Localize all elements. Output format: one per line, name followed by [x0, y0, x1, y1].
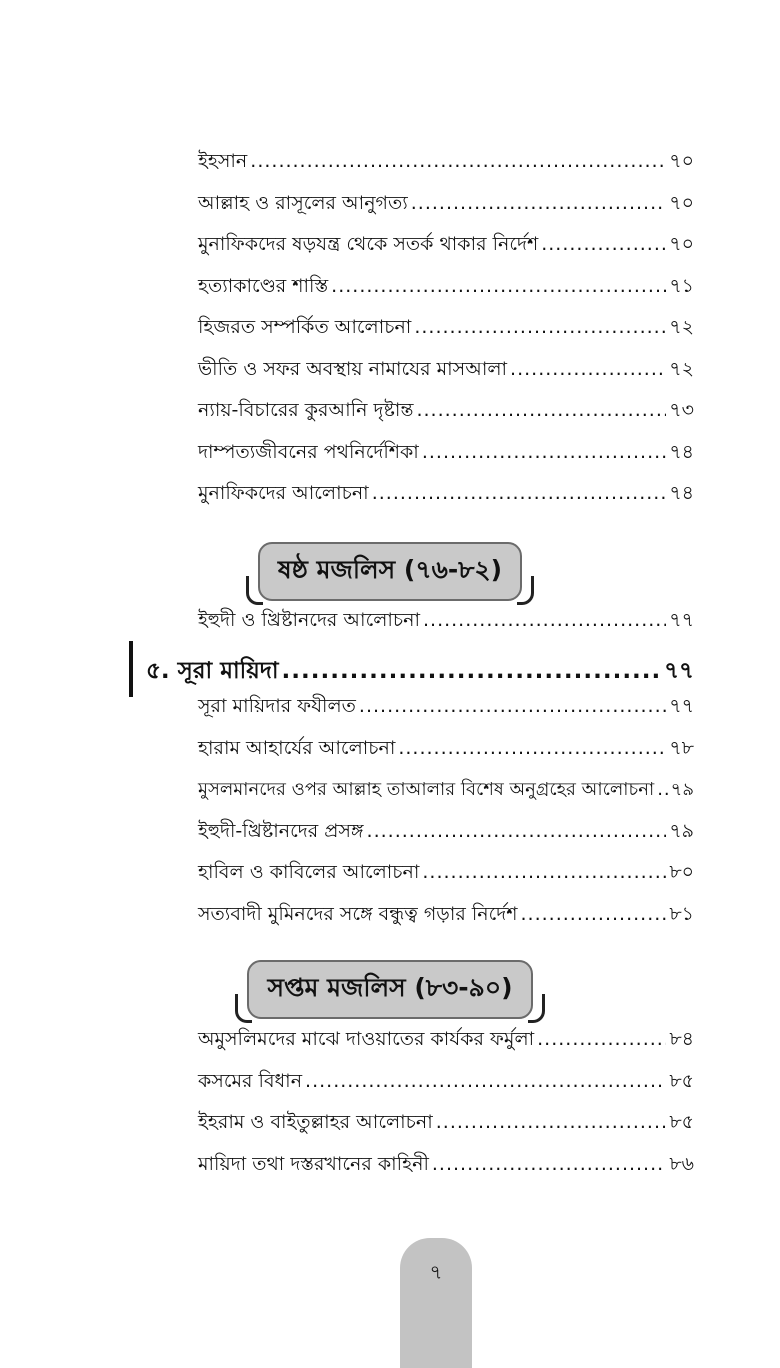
- toc-entry: [198, 1108, 694, 1150]
- entry-title: সূরা মায়িদার ফযীলত: [198, 695, 356, 717]
- entry-title: ইহরাম ও বাইতুল্লাহর আলোচনা: [198, 1111, 433, 1133]
- surah-page: ৭৭: [664, 658, 694, 684]
- surah-entry: [146, 652, 694, 692]
- entry-title: হত্যাকাণ্ডের শাস্তি: [198, 274, 329, 297]
- leader-dots: [422, 861, 666, 883]
- bracket-left: [235, 994, 252, 1023]
- majlis-heading-6: [0, 542, 780, 601]
- leader-dots: [367, 820, 667, 842]
- leader-dots: [416, 399, 666, 421]
- entry-title: কসমের বিধান: [198, 1069, 303, 1092]
- entry-title: মুসলমানদের ওপর আল্লাহ তাআলার বিশেষ অনুগ্রহের আলোচনা: [198, 779, 655, 800]
- entry-title: ভীতি ও সফর অবস্থায় নামাযের মাসআলা: [198, 357, 508, 380]
- leader-dots: [541, 233, 666, 255]
- entry-page: ৭৪: [669, 482, 694, 504]
- leader-dots: [372, 482, 667, 504]
- leader-dots: [331, 275, 666, 297]
- surah-title: ৫. সূরা মায়িদা: [146, 658, 279, 684]
- majlis-heading-label: সপ্তম মজলিস (৮৩-৯০): [247, 960, 532, 1019]
- toc-entry: [198, 775, 694, 817]
- entry-page: ৭০: [669, 150, 694, 172]
- entry-title: মুনাফিকদের ষড়যন্ত্র থেকে সতর্ক থাকার নির্দেশ: [198, 233, 539, 255]
- leader-dots: [411, 192, 667, 214]
- toc-section-1: [198, 147, 694, 521]
- bracket-right: [517, 576, 534, 605]
- toc-entry: [198, 438, 694, 480]
- leader-dots: [359, 695, 666, 717]
- entry-title: ইহুদী ও খ্রিষ্টানদের আলোচনা: [198, 609, 420, 631]
- entry-page: ৭২: [669, 357, 694, 380]
- toc-entry: [198, 272, 694, 314]
- toc-entry: [198, 1067, 694, 1109]
- entry-page: ৭৭: [669, 609, 694, 631]
- entry-page: ৮৬: [669, 1152, 694, 1175]
- entry-page: ৭৮: [669, 736, 694, 759]
- surah-marker-bar: [129, 641, 133, 697]
- leader-dots: [537, 1028, 666, 1050]
- toc-entry: [198, 734, 694, 776]
- entry-title: অমুসলিমদের মাঝে দাওয়াতের কার্যকর ফর্মুলা: [198, 1028, 535, 1050]
- toc-entry: [198, 479, 694, 521]
- toc-entry: [198, 817, 694, 859]
- toc-entry: [198, 606, 694, 648]
- entry-page: ৮৪: [669, 1028, 694, 1050]
- entry-page: ৭৩: [669, 399, 694, 421]
- bracket-right: [528, 994, 545, 1023]
- entry-title: হারাম আহার্যের আলোচনা: [198, 736, 396, 759]
- entry-page: ৮৫: [669, 1111, 694, 1133]
- toc-entry: [198, 396, 694, 438]
- toc-entry: [198, 900, 694, 942]
- toc-entry: [198, 230, 694, 272]
- leader-dots: [282, 658, 662, 684]
- toc-entry: [198, 858, 694, 900]
- entry-title: মায়িদা তথা দস্তরখানের কাহিনী: [198, 1152, 429, 1175]
- leader-dots: [250, 150, 666, 172]
- entry-page: ৭০: [669, 233, 694, 255]
- entry-page: ৮৫: [669, 1069, 694, 1092]
- entry-title: দাম্পত্যজীবনের পথনির্দেশিকা: [198, 440, 419, 463]
- leader-dots: [422, 441, 666, 463]
- entry-title: ইহসান: [198, 150, 248, 172]
- entry-page: ৮১: [669, 902, 694, 925]
- leader-dots: [510, 358, 666, 380]
- entry-page: ৭৪: [669, 440, 694, 463]
- leader-dots: [423, 609, 666, 631]
- entry-title: হাবিল ও কাবিলের আলোচনা: [198, 861, 420, 883]
- entry-title: ন্যায়-বিচারের কুরআনি দৃষ্টান্ত: [198, 399, 414, 421]
- entry-page: ৭৭: [669, 695, 694, 717]
- toc-entry: [198, 313, 694, 355]
- entry-title: হিজরত সম্পর্কিত আলোচনা: [198, 316, 412, 338]
- toc-section-3: [198, 692, 694, 941]
- entry-title: ইহুদী-খ্রিষ্টানদের প্রসঙ্গ: [198, 819, 364, 842]
- page-number-tab: [400, 1238, 472, 1368]
- entry-title: সত্যবাদী মুমিনদের সঙ্গে বন্ধুত্ব গড়ার নির্দেশ: [198, 902, 518, 925]
- leader-dots: [305, 1070, 666, 1092]
- leader-dots: [414, 316, 666, 338]
- page-number: ৭: [429, 1260, 443, 1284]
- toc-entry: [198, 355, 694, 397]
- toc-entry: [198, 1025, 694, 1067]
- bracket-left: [246, 576, 263, 605]
- leader-dots: [432, 1153, 666, 1175]
- entry-page: ৭২: [669, 316, 694, 338]
- entry-page: ৭৯: [669, 819, 694, 842]
- leader-dots: [436, 1111, 667, 1133]
- toc-entry: [198, 189, 694, 231]
- entry-page: ৭০: [669, 191, 694, 214]
- majlis-heading-7: [0, 960, 780, 1019]
- toc-section-4: [198, 1025, 694, 1191]
- majlis-heading-label: ষষ্ঠ মজলিস (৭৬-৮২): [258, 542, 522, 601]
- entry-page: ৮০: [669, 861, 694, 883]
- entry-page: ৭১: [669, 274, 694, 297]
- leader-dots: [657, 779, 667, 800]
- leader-dots: [398, 737, 666, 759]
- entry-page: ৭৯: [670, 779, 694, 800]
- entry-title: আল্লাহ ও রাসূলের আনুগত্য: [198, 191, 408, 214]
- toc-section-2: [198, 606, 694, 648]
- toc-entry: [198, 692, 694, 734]
- entry-title: মুনাফিকদের আলোচনা: [198, 482, 369, 504]
- toc-entry: [198, 147, 694, 189]
- toc-entry: [198, 1150, 694, 1192]
- leader-dots: [521, 903, 667, 925]
